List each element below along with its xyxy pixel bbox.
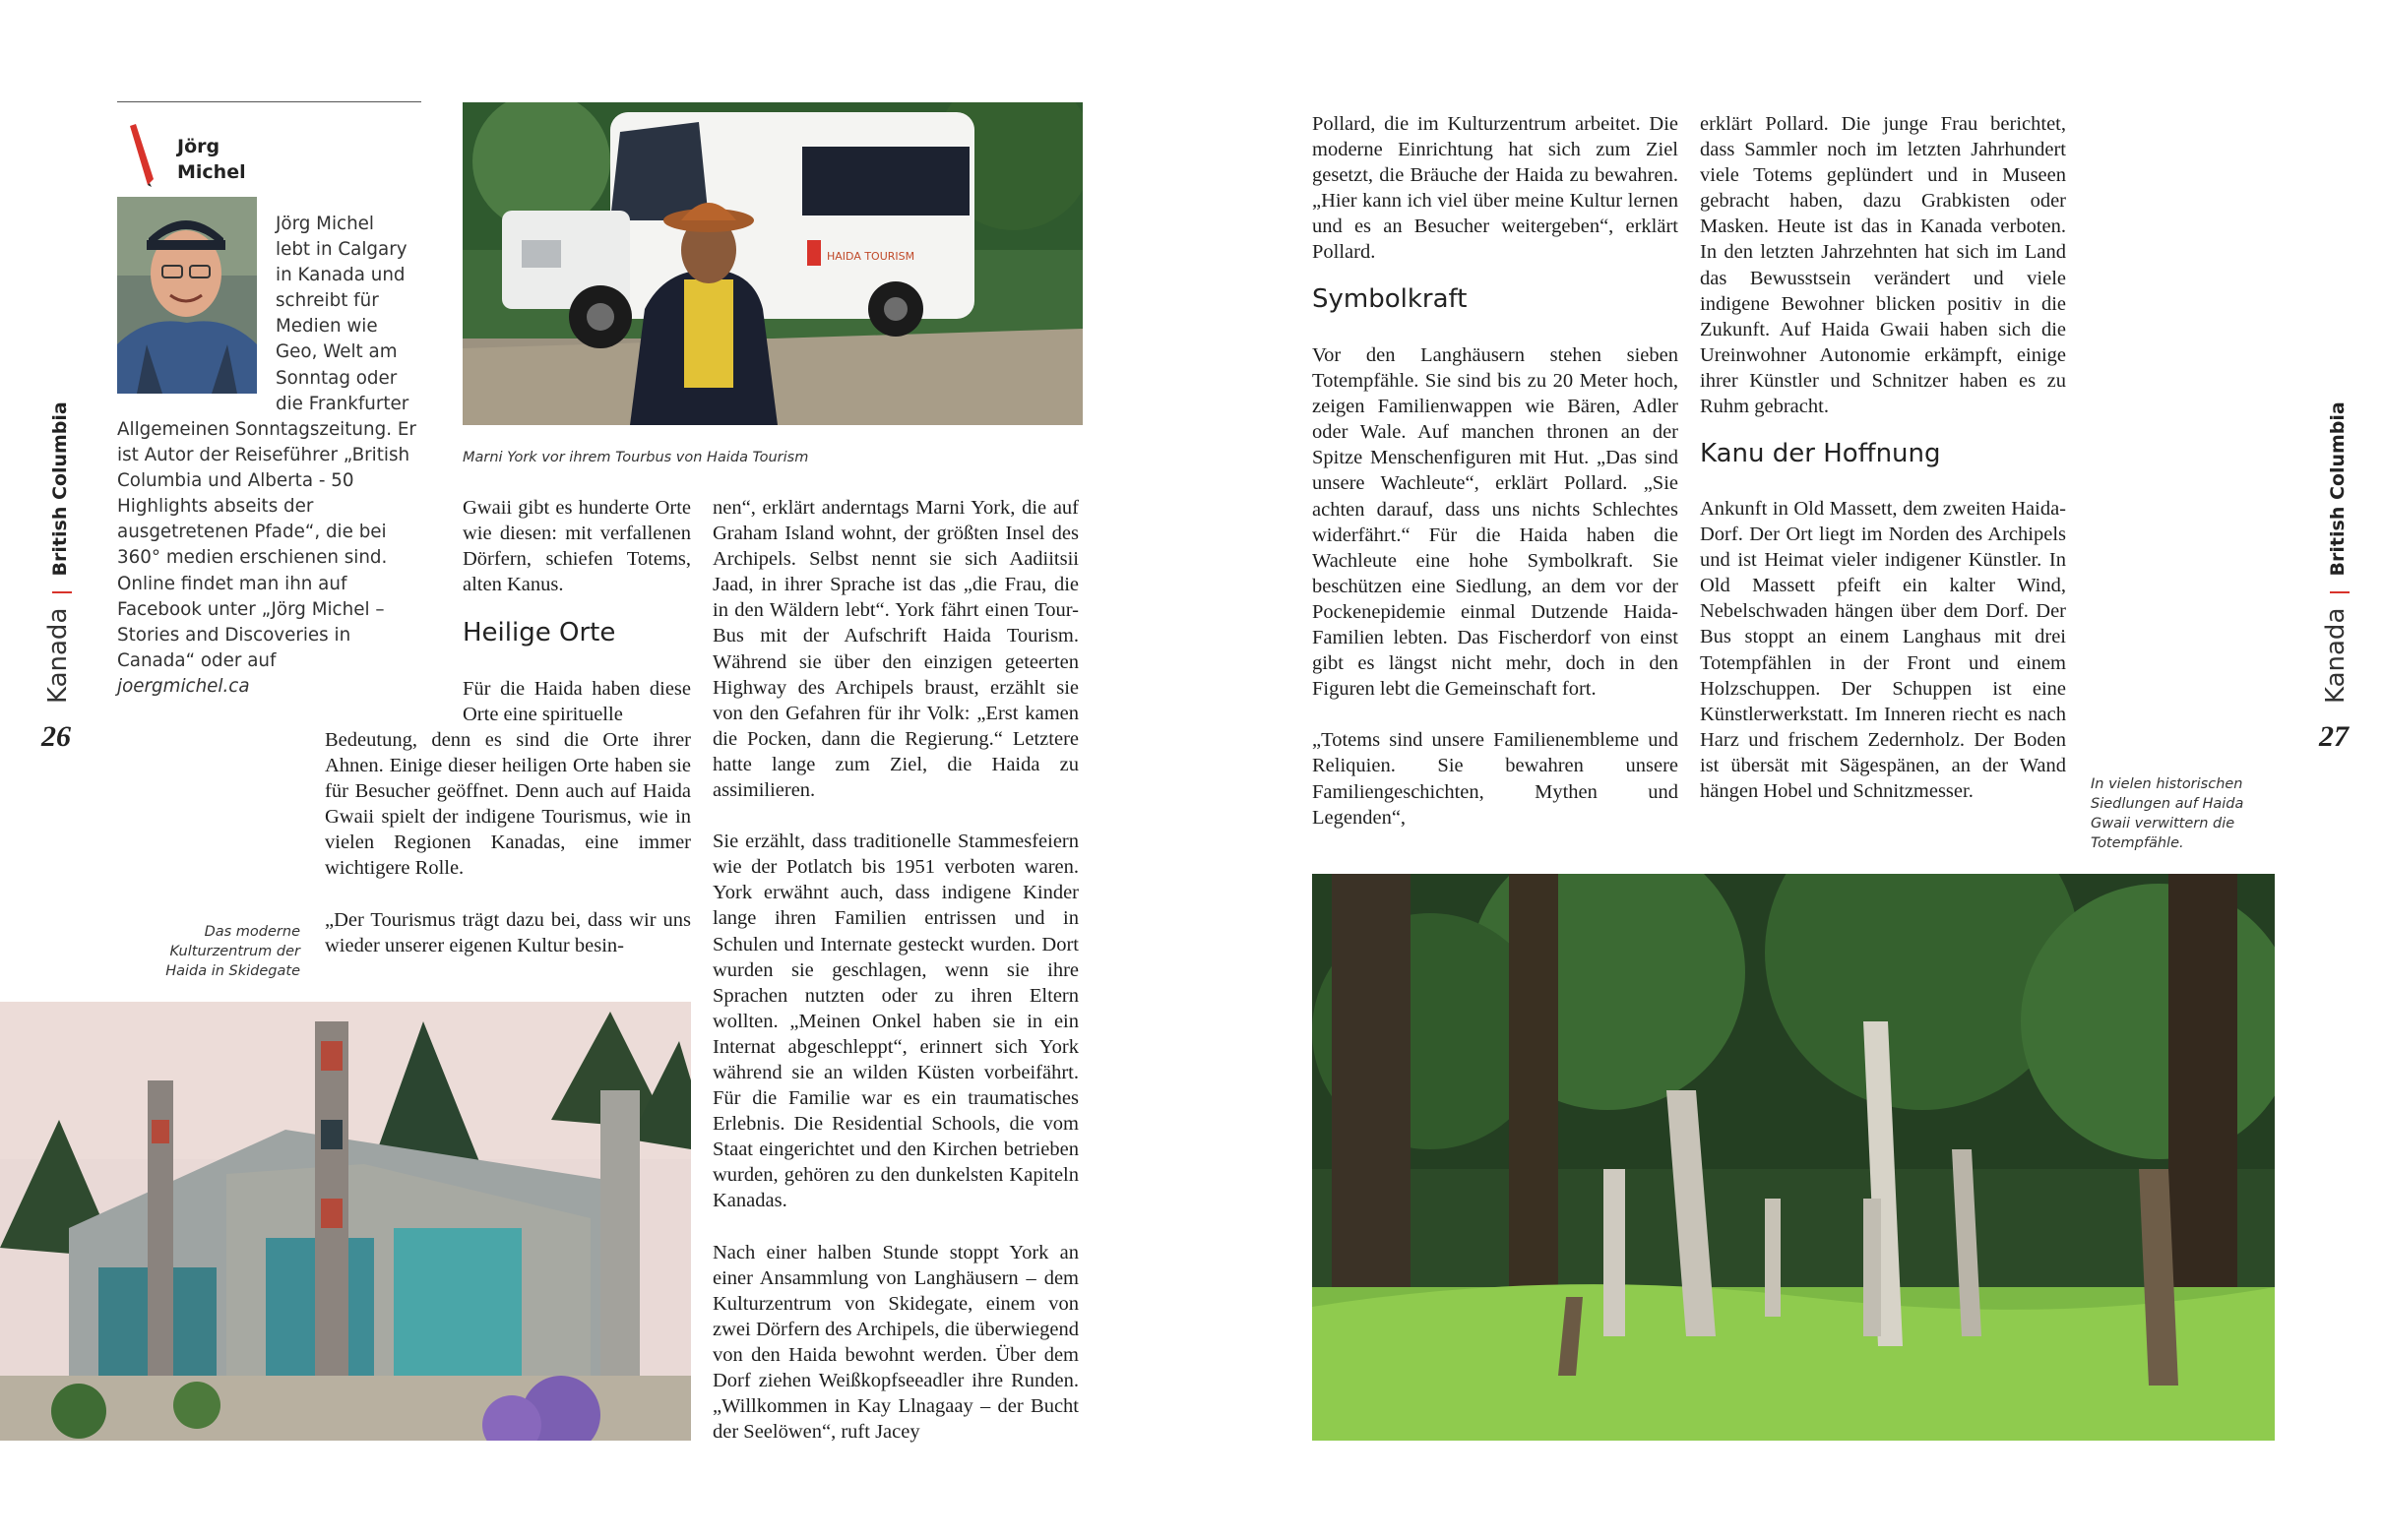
author-photo [117, 197, 257, 394]
paragraph: Ankunft in Old Massett, dem zweiten Haida-Dorf. Der Ort liegt im Norden des Archipels und ist Heimat vieler indigener Künstler. In Old Massett pfeift ein kalter Wind, Nebelschwaden hängen über dem Dorf. Der Bus stoppt an einem Langhaus mit drei Totempfählen in der Front und einem Holzschuppen. Der Schuppen ist eine Künstlerwerkstatt. Im Inneren riecht es nach Harz und frischem Zedernholz. Der Boden ist übersät mit Sägespänen, an der Wand hängen Hobel und Schnitzmesser. [1700, 498, 2066, 803]
photo-culture-centre [0, 1002, 691, 1441]
paragraph: Nach einer halben Stunde stoppt York an einer Ansammlung von Langhäusern – dem Kulturzentrum von Skidegate, einem von zwei Dörfern des Archipels, die überwiegend von den Haida bewohnt werden. Über dem Dorf ziehen Weißkopfseeadler ihre Runden. „Willkommen in Kay Llnagaay – der Bucht der Seelöwen“, ruft Jacey [713, 1241, 1079, 1444]
author-name [177, 134, 246, 185]
col1-para-b [325, 727, 691, 984]
caption-tour-bus: Marni York vor ihrem Tourbus von Haida Tourism [463, 450, 809, 465]
col4-para-1 [1700, 111, 2066, 445]
author-top-rule [117, 101, 421, 102]
bio-line: Geo, Welt am [276, 341, 398, 363]
paragraph: „Der Tourismus trägt dazu bei, dass wir uns wieder unserer eigenen Kultur besin- [325, 908, 691, 956]
running-head-region: British Columbia [49, 401, 71, 577]
author-bio-side [276, 212, 423, 417]
col2-text [713, 495, 1079, 1470]
paragraph: Sie erzählt, dass traditionelle Stammesfeiern wie der Potlatch bis 1951 verboten waren. York erwähnt auch, dass indigene Kinder lange ihren Familien entrissen und in Schulen und Internate gesteckt wurden. Dort wurden sie geschlagen, wenn sie ihre Sprachen nutzten oder zu ihren Eltern wollten. „Meinen Onkel haben sie in ein Internat abgeschleppt“, erinnert sich York während sie an wilden Küsten vorbeifährt. Für die Familie war es ein traumatisches Erlebnis. Die Residential Schools, die vom Staat eingerichtet und den Kirchen betrieben wurden, gehören zu den dunkelsten Kapiteln Kanadas. [713, 831, 1079, 1212]
paragraph: erklärt Pollard. Die junge Frau berichtet, dass Sammler noch im letzten Jahrhundert viele Totems geplündert und in Museen gebracht haben, dazu Grabkisten oder Masken. Heute ist das in Kanada verboten. In den letzten Jahrzehnten hat sich im Land das Bewusstsein verändert und viele indigene Bewohner blicken positiv in die Zukunft. Auf Haida Gwaii haben sich die Ureinwohner Autonomie erkämpft, einige ihrer Künstler und Schnitzer haben es zu Ruhm gebracht. [1700, 113, 2066, 418]
heading-kanu-der-hoffnung: Kanu der Hoffnung [1700, 439, 1941, 468]
author-website-link[interactable]: joergmichel.ca [117, 675, 250, 697]
author-first-name: Jörg [177, 136, 220, 157]
bio-line: lebt in Calgary [276, 239, 408, 261]
running-head-divider [52, 591, 72, 593]
pen-icon [124, 122, 159, 187]
paragraph: Gwaii gibt es hunderte Orte wie diesen: mit verfallenen Dörfern, schiefen Totems, alten Kanus. [463, 497, 691, 596]
paragraph: Bedeutung, denn es sind die Orte ihrer Ahnen. Einige dieser heiligen Orte haben sie für Besucher geöffnet. Denn auch auf Haida Gwaii spielt der indigene Tourismus, wie in vielen Regionen Kanadas, eine immer wichtigere Rolle. [325, 729, 691, 880]
running-head-country: Kanada [2321, 607, 2351, 704]
paragraph: Für die Haida haben diese Orte eine spirituelle [463, 678, 691, 726]
running-head-left [43, 401, 73, 704]
running-head-country: Kanada [43, 607, 73, 704]
running-head-region: British Columbia [2327, 401, 2349, 577]
page-number-left: 26 [41, 720, 71, 753]
bio-line: die Frankfurter [276, 393, 409, 414]
bio-line: Sonntag oder [276, 367, 398, 389]
photo-forest-totems [1312, 874, 2275, 1441]
caption-forest: In vielen historischen Siedlungen auf Haida Gwaii verwittern die Totempfähle. [2091, 776, 2244, 851]
bio-line: Medien wie [276, 316, 378, 338]
heading-symbolkraft: Symbolkraft [1312, 284, 1468, 314]
bio-line: in Kanada und [276, 265, 406, 286]
bio-line: Jörg Michel [276, 214, 375, 234]
col4-para-2 [1700, 496, 2066, 830]
bio-text: Allgemeinen Sonntagszeitung. Er ist Autor der Reiseführer „British Columbia und Alberta - 50 Highlights abseits der ausgetretenen Pfade“, die bei 360° medien erschienen sind. Online findet man ihn auf Facebook unter „Jörg Michel – Stories and Discoveries in Canada“ oder auf [117, 419, 416, 671]
caption-culture-centre: Das moderne Kulturzentrum der Haida in Skidegate [165, 924, 300, 979]
paragraph: „Totems sind unsere Familienembleme und Reliquien. Sie bewahren unsere Familiengeschichten, Mythen und Legenden“, [1312, 729, 1678, 829]
photo-tour-bus [463, 102, 1083, 425]
paragraph: Vor den Langhäusern stehen sieben Totempfähle. Sie sind bis zu 20 Meter hoch, zeigen Familienwappen wie Bären, Adler oder Wale. Auf manchen thronen an der Spitze Menschenfiguren mit Hut. „Das sind unsere Wachleute“, erklärt Pollard. „Sie achten darauf, dass uns nichts Schlechtes widerfährt.“ Für die Haida haben die Wachleute eine hohe Symbolkraft. Sie beschützen eine Siedlung, an dem vor der Pockenepidemie einmal Dutzende Haida-Familien lebten. Das Fischerdorf von einst gibt es längst nicht mehr, doch in den Figuren lebt die Gemeinschaft fort. [1312, 344, 1678, 701]
running-head-divider [2330, 591, 2350, 593]
author-bio-full [117, 417, 422, 700]
bus-sign-text: HAIDA TOURISM [827, 250, 915, 263]
author-last-name: Michel [177, 161, 246, 183]
paragraph: nen“, erklärt anderntags Marni York, die auf Graham Island wohnt, der größten Insel des Archipels. Selbst nennt sie sich Aadiitsii Jaad, in ihrer Sprache ist das „die Frau, die in den Wäldern lebt“. York fährt einen Tour-Bus mit der Aufschrift Haida Tourism. Während sie über den einzigen geteerten Highway des Archipels braust, erzählt sie von den Gefahren für ihr Volk: „Erst kamen die Pocken, dann die Regierung.“ Letztere hatte lange zum Ziel, die Haida zu assimilieren. [713, 497, 1079, 802]
page-number-right: 27 [2319, 720, 2349, 753]
col1-intro [463, 495, 691, 623]
bio-line: schreibt für [276, 290, 379, 312]
paragraph: Pollard, die im Kulturzentrum arbeitet. Die moderne Einrichtung hat sich zum Ziel gesetzt, die Bräuche der Haida zu bewahren. „Hier kann ich viel über meine Kultur lernen und es an Besucher weitergeben“, erklärt Pollard. [1312, 113, 1678, 264]
col3-para-2 [1312, 342, 1678, 856]
running-head-right [2321, 401, 2351, 704]
col3-para-1 [1312, 111, 1678, 291]
heading-heilige-orte: Heilige Orte [463, 618, 616, 647]
